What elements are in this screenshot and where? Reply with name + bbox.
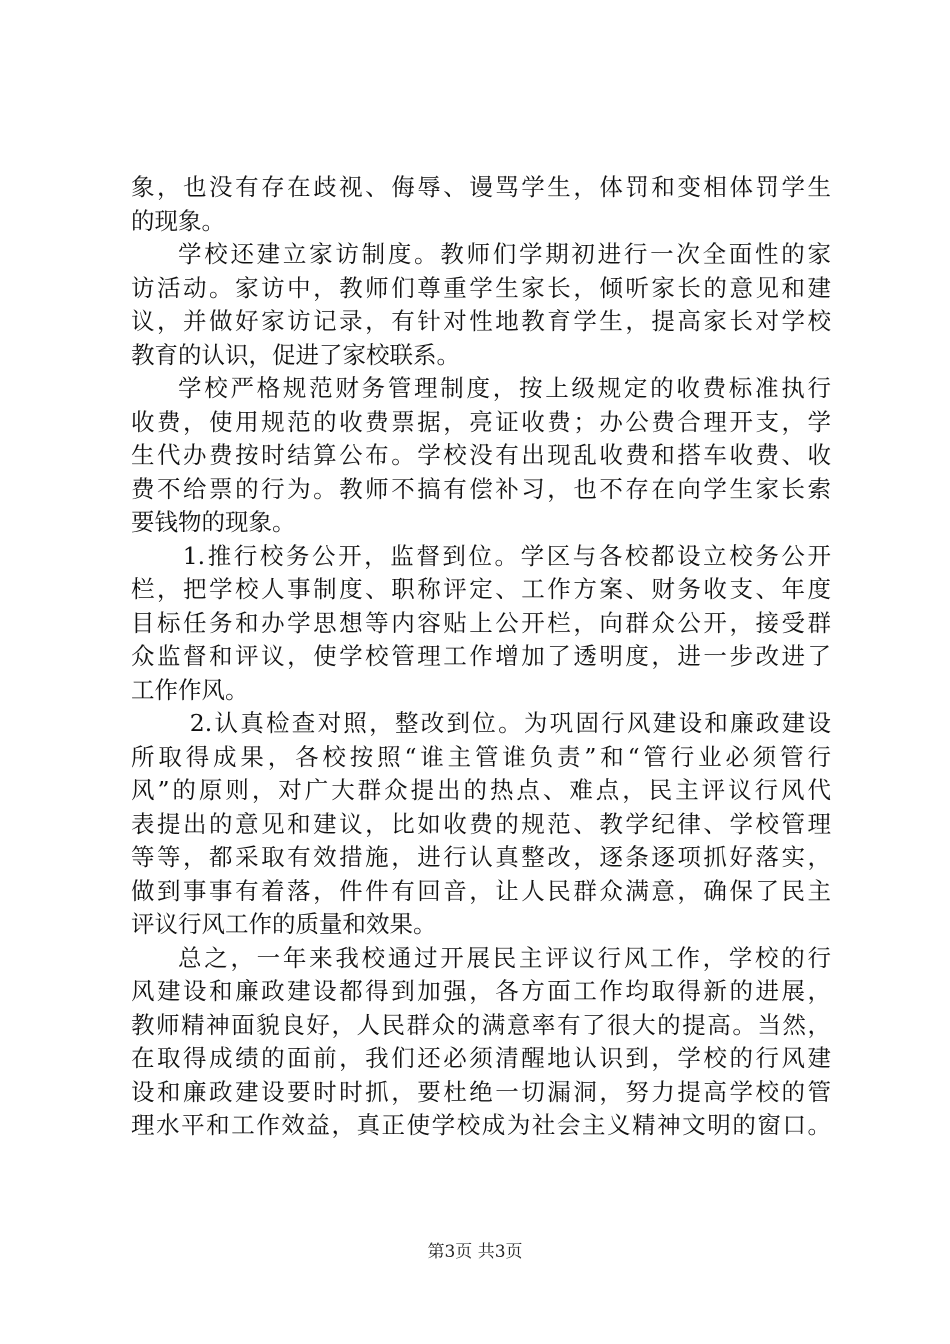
text-line: 理水平和工作效益，真正使学校成为社会主义精神文明的窗口。 (131, 1111, 831, 1139)
text-line: 评议行风工作的质量和效果。 (131, 910, 437, 938)
text-line: 等等，都采取有效措施，进行认真整改，逐条逐项抓好落实， (131, 843, 831, 871)
text-line: 工作作风。 (131, 675, 249, 704)
text-line: 学校严格规范财务管理制度，按上级规定的收费标准执行 (178, 374, 831, 402)
text-line: 教育的认识，促进了家校联系。 (131, 340, 460, 369)
text-line: 生代办费按时结算公布。学校没有出现乱收费和搭车收费、收 (131, 441, 831, 469)
text-line: 在取得成绩的面前，我们还必须清醒地认识到，学校的行风建 (131, 1044, 831, 1072)
text-line: 众监督和评议，使学校管理工作增加了透明度，进一步改进了 (131, 642, 831, 670)
text-line: 设和廉政建设要时时抓，要杜绝一切漏洞，努力提高学校的管 (131, 1077, 831, 1106)
text-line: 总之，一年来我校通过开展民主评议行风工作，学校的行 (178, 943, 831, 972)
page-footer: 第3页 共3页 (427, 1242, 523, 1262)
text-line: 教师精神面貌良好，人民群众的满意率有了很大的提高。当然， (131, 1010, 831, 1039)
text-line: 学校还建立家访制度。教师们学期初进行一次全面性的家 (178, 240, 831, 268)
text-line: 访活动。家访中，教师们尊重学生家长，倾听家长的意见和建 (131, 273, 831, 302)
text-line: 费不给票的行为。教师不搞有偿补习，也不存在向学生家长索 (131, 474, 831, 503)
text-line: 风建设和廉政建设都得到加强，各方面工作均取得新的进展， (131, 977, 831, 1005)
text-line: 栏，把学校人事制度、职称评定、工作方案、财务收支、年度 (131, 575, 831, 603)
text-line: 议，并做好家访记录，有针对性地教育学生，提高家长对学校 (131, 307, 831, 335)
text-line: 1.推行校务公开，监督到位。学区与各校都设立校务公开 (182, 541, 831, 570)
text-line: 2.认真检查对照，整改到位。为巩固行风建设和廉政建设 (189, 709, 831, 737)
text-line: 目标任务和办学思想等内容贴上公开栏，向群众公开，接受群 (131, 608, 831, 637)
body-text (131, 171, 831, 1143)
text-line: 做到事事有着落，件件有回音，让人民群众满意，确保了民主 (131, 876, 831, 905)
text-line: 表提出的意见和建议，比如收费的规范、教学纪律、学校管理 (131, 809, 831, 838)
text-line: 的现象。 (131, 206, 225, 235)
text-line: 所取得成果，各校按照“谁主管谁负责”和“管行业必须管行 (131, 742, 831, 771)
text-line: 风”的原则，对广大群众提出的热点、难点，民主评议行风代 (131, 776, 831, 804)
text-line: 收费，使用规范的收费票据，亮证收费；办公费合理开支，学 (131, 407, 831, 436)
text-line: 要钱物的现象。 (131, 508, 296, 536)
text-line: 象，也没有存在歧视、侮辱、谩骂学生，体罚和变相体罚学生 (131, 173, 831, 201)
